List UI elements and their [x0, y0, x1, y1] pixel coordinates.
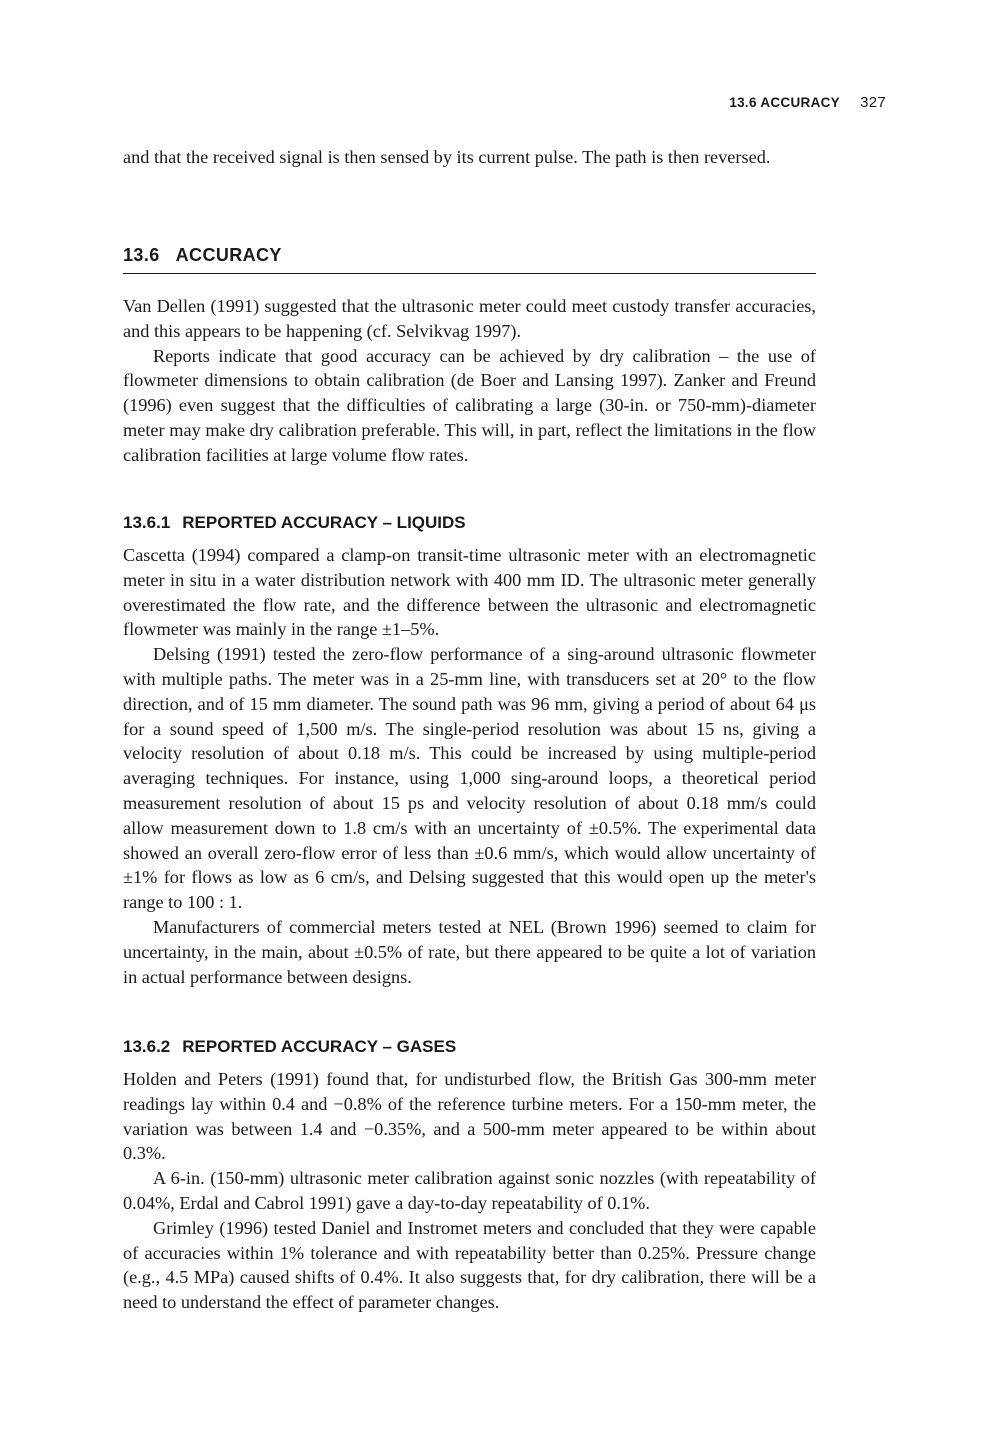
- section-paragraph-1: Van Dellen (1991) suggested that the ultrasonic meter could meet custody transfer accuracies, and this appears to be happening (cf. Selvikvag 1997).: [123, 296, 816, 341]
- subsection-2-title: REPORTED ACCURACY – GASES: [182, 1037, 457, 1056]
- subsection-1-paragraph-2: Delsing (1991) tested the zero-flow performance of a sing-around ultrasonic flowmeter with multiple paths. The meter was in a 25-mm line, with transducers set at 20° to the flow direction, and of 15 mm diameter. The sound path was 96 mm, giving a period of about 64 μs for a sound speed of 1,500 m/s. The single-period resolution was about 15 ns, giving a velocity resolution of about 0.18 m/s. This could be increased by using multiple-period averaging techniques. For instance, using 1,000 sing-around loops, a theoretical period measurement resolution of about 15 ps and velocity resolution of about 0.18 mm/s could allow measurement down to 1.8 cm/s with an uncertainty of ±0.5%. The experimental data showed an overall zero-flow error of less than ±0.6 mm/s, which would allow uncertainty of ±1% for flows as low as 6 cm/s, and Delsing suggested that this would open up the meter's range to 100 : 1.: [123, 644, 816, 913]
- subsection-2-paragraph-3: Grimley (1996) tested Daniel and Instromet meters and concluded that they were capable of accuracies within 1% tolerance and with repeatability better than 0.25%. Pressure change (e.g., 4.5 MPa) caused shifts of 0.4%. It also suggests that, for dry calibration, there will be a need to understand the effect of parameter changes.: [123, 1217, 816, 1313]
- running-header-section: 13.6 ACCURACY: [729, 95, 840, 110]
- intro-block: [123, 145, 816, 170]
- subsection-2-paragraph-2: A 6-in. (150-mm) ultrasonic meter calibration against sonic nozzles (with repeatability of 0.04%, Erdal and Cabrol 1991) gave a day-to-day repeatability of 0.1%.: [123, 1168, 816, 1213]
- intro-paragraph: and that the received signal is then sensed by its current pulse. The path is then reversed.: [123, 147, 771, 167]
- subsection-1-heading: [123, 513, 816, 533]
- section-paragraph-2: Reports indicate that good accuracy can be achieved by dry calibration – the use of flowmeter dimensions to obtain calibration (de Boer and Lansing 1997). Zanker and Freund (1996) even suggest that the difficulties of calibrating a large (30-in. or 750-mm)-diameter meter may make dry calibration preferable. This will, in part, reflect the limitations in the flow calibration facilities at large volume flow rates.: [123, 345, 816, 465]
- section-title: ACCURACY: [175, 245, 282, 265]
- section-number: 13.6: [123, 245, 160, 265]
- subsection-1-paragraph-3: Manufacturers of commercial meters tested at NEL (Brown 1996) seemed to claim for uncertainty, in the main, about ±0.5% of rate, but there appeared to be quite a lot of variation in actual performance between designs.: [123, 916, 816, 987]
- page-number: 327: [860, 94, 886, 111]
- running-header: [386, 94, 886, 111]
- subsection-1: [123, 513, 816, 989]
- subsection-2-paragraph-1: Holden and Peters (1991) found that, for undisturbed flow, the British Gas 300-mm meter readings lay within 0.4 and −0.8% of the reference turbine meters. For a 150-mm meter, the variation was between 1.4 and −0.35%, and a 500-mm meter appeared to be within about 0.3%.: [123, 1069, 816, 1164]
- subsection-2-heading: [123, 1037, 816, 1057]
- subsection-1-number: 13.6.1: [123, 513, 171, 532]
- subsection-2: [123, 1037, 816, 1315]
- subsection-1-paragraph-1: Cascetta (1994) compared a clamp-on transit-time ultrasonic meter with an electromagnetic meter in situ in a water distribution network with 400 mm ID. The ultrasonic meter generally overestimated the flow rate, and the difference between the ultrasonic and electromagnetic flowmeter was mainly in the range ±1–5%.: [123, 545, 816, 640]
- subsection-2-number: 13.6.2: [123, 1037, 171, 1056]
- subsection-1-title: REPORTED ACCURACY – LIQUIDS: [182, 513, 466, 532]
- section-heading: [123, 245, 816, 274]
- section-body: [123, 294, 816, 468]
